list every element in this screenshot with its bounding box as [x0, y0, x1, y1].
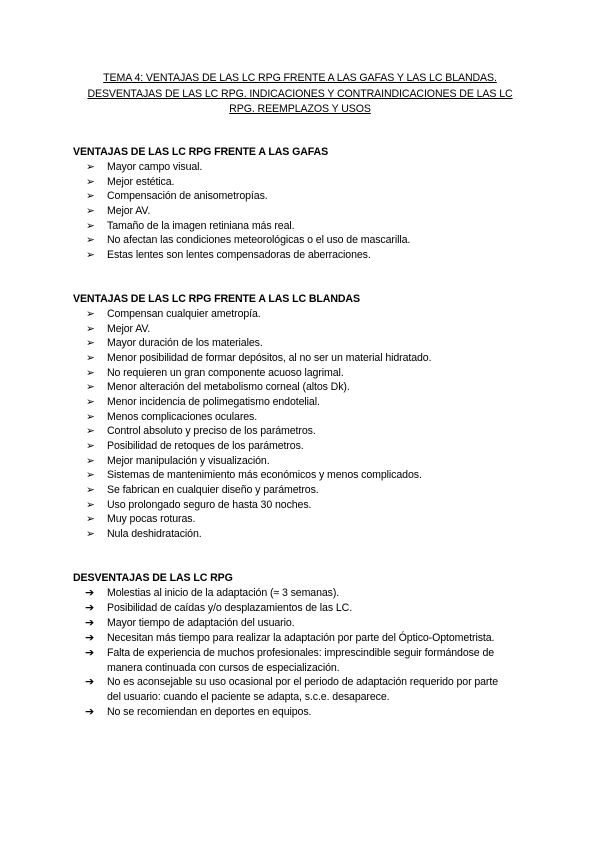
arrowhead-bullet-icon: ➢ [86, 175, 95, 188]
title-line: DESVENTAJAS DE LAS LC RPG. INDICACIONES Y CONTRAINDICACIONES DE LAS LC [87, 87, 513, 100]
list-item-text: Menor alteración del metabolismo corneal (altos Dk). [107, 381, 350, 394]
list-item [73, 424, 543, 439]
list-item [73, 307, 543, 322]
list-item [73, 512, 543, 527]
section-heading: VENTAJAS DE LAS LC RPG FRENTE A LAS LC BLANDAS [73, 293, 360, 305]
list-item-text: Compensación de anisometropías. [107, 190, 268, 203]
arrowhead-bullet-icon: ➢ [86, 234, 95, 247]
list-item [73, 322, 543, 337]
bullet-list [73, 586, 543, 720]
section-disadvantages [73, 571, 543, 720]
list-item-text: No se recomiendan en deportes en equipos. [107, 706, 312, 719]
list-item-text: Molestias al inicio de la adaptación (≈ 3 semanas). [107, 587, 340, 599]
title-line: TEMA 4: VENTAJAS DE LAS LC RPG FRENTE A LAS GAFAS Y LAS LC BLANDAS. [103, 72, 497, 84]
list-item-text: Mejor AV. [107, 204, 151, 217]
list-item-text: No es aconsejable su uso ocasional por el periodo de adaptación requerido por parte [107, 676, 498, 689]
arrow-bullet-icon: ➔ [85, 616, 95, 629]
list-item [73, 454, 543, 469]
list-item [73, 483, 543, 498]
list-item [73, 498, 543, 513]
arrowhead-bullet-icon: ➢ [86, 483, 95, 496]
list-item-text: Compensan cualquier ametropía. [107, 308, 261, 320]
list-item [73, 160, 543, 175]
list-item-text: Menor incidencia de polimegatismo endotelial. [107, 395, 320, 408]
list-item [73, 646, 543, 676]
list-item-text: Muy pocas roturas. [107, 513, 196, 526]
arrowhead-bullet-icon: ➢ [86, 498, 95, 511]
list-item-text: Nula deshidratación. [107, 527, 202, 540]
arrowhead-bullet-icon: ➢ [86, 425, 95, 438]
arrow-bullet-icon: ➔ [85, 646, 95, 659]
list-item [73, 675, 543, 705]
list-item-text: Control absoluto y preciso de los parámetros. [107, 425, 316, 438]
section-heading: DESVENTAJAS DE LAS LC RPG [73, 572, 233, 584]
list-item-text: Mejor AV. [107, 322, 151, 335]
list-item [73, 586, 543, 601]
arrowhead-bullet-icon: ➢ [86, 454, 95, 467]
arrowhead-bullet-icon: ➢ [86, 351, 95, 364]
section-advantages-vs-glasses [73, 145, 543, 263]
list-item [73, 175, 543, 190]
document-title [60, 71, 540, 118]
arrowhead-bullet-icon: ➢ [86, 190, 95, 203]
list-item-text: Mayor duración de los materiales. [107, 337, 263, 350]
arrowhead-bullet-icon: ➢ [86, 322, 95, 335]
list-item-text: Mejor manipulación y visualización. [107, 454, 270, 467]
arrow-bullet-icon: ➔ [85, 587, 95, 599]
arrowhead-bullet-icon: ➢ [86, 248, 95, 261]
title-line: RPG. REEMPLAZOS Y USOS [229, 103, 371, 116]
list-item [73, 219, 543, 234]
list-item [73, 189, 543, 204]
arrowhead-bullet-icon: ➢ [86, 161, 95, 173]
list-item-text: Tamaño de la imagen retiniana más real. [107, 219, 295, 232]
arrow-bullet-icon: ➔ [85, 601, 95, 614]
arrowhead-bullet-icon: ➢ [86, 527, 95, 540]
arrow-bullet-icon: ➔ [85, 706, 95, 719]
list-item-text: No requieren un gran componente acuoso lagrimal. [107, 366, 344, 379]
list-item-text: Se fabrican en cualquier diseño y parámetros. [107, 483, 319, 496]
list-item-text: Posibilidad de retoques de los parámetros. [107, 439, 304, 452]
arrow-bullet-icon: ➔ [85, 676, 95, 689]
list-item [73, 705, 543, 720]
list-item-text: Mayor tiempo de adaptación del usuario. [107, 616, 295, 629]
section-heading: VENTAJAS DE LAS LC RPG FRENTE A LAS GAFAS [73, 146, 329, 158]
arrowhead-bullet-icon: ➢ [86, 219, 95, 232]
arrowhead-bullet-icon: ➢ [86, 204, 95, 217]
list-item [73, 351, 543, 366]
list-item [73, 410, 543, 425]
list-item [73, 395, 543, 410]
list-item [73, 616, 543, 631]
list-item [73, 248, 543, 263]
arrowhead-bullet-icon: ➢ [86, 439, 95, 452]
list-item-text: Falta de experiencia de muchos profesionales: imprescindible seguir formándose de [107, 646, 495, 659]
list-item [73, 439, 543, 454]
arrowhead-bullet-icon: ➢ [86, 308, 95, 320]
list-item-text: manera continuada con cursos de especialización. [107, 661, 340, 674]
list-item [73, 204, 543, 219]
list-item-text: Mejor estética. [107, 175, 175, 188]
list-item [73, 366, 543, 381]
list-item [73, 601, 543, 616]
list-item-text: Mayor campo visual. [107, 161, 203, 173]
bullet-list [73, 307, 543, 542]
list-item [73, 336, 543, 351]
list-item [73, 380, 543, 395]
list-item-text: Uso prolongado seguro de hasta 30 noches. [107, 498, 312, 511]
bullet-list [73, 160, 543, 263]
list-item-text: Menor posibilidad de formar depósitos, al no ser un material hidratado. [107, 351, 432, 364]
arrowhead-bullet-icon: ➢ [86, 513, 95, 526]
list-item [73, 527, 543, 542]
arrowhead-bullet-icon: ➢ [86, 395, 95, 408]
arrowhead-bullet-icon: ➢ [86, 381, 95, 394]
list-item-text: Sistemas de mantenimiento más económicos y menos complicados. [107, 469, 422, 482]
list-item [73, 233, 543, 248]
list-item-text: del usuario: cuando el paciente se adapta, s.c.e. desaparece. [107, 691, 390, 704]
section-advantages-vs-soft-lenses [73, 292, 543, 542]
arrowhead-bullet-icon: ➢ [86, 366, 95, 379]
list-item-text: Necesitan más tiempo para realizar la adaptación por parte del Óptico-Optometrista. [107, 631, 495, 644]
list-item [73, 468, 543, 483]
list-item-text: Estas lentes son lentes compensadoras de aberraciones. [107, 248, 371, 261]
arrowhead-bullet-icon: ➢ [86, 337, 95, 350]
arrowhead-bullet-icon: ➢ [86, 469, 95, 482]
list-item-text: No afectan las condiciones meteorológicas o el uso de mascarilla. [107, 234, 411, 247]
list-item-text: Menos complicaciones oculares. [107, 410, 258, 423]
list-item [73, 631, 543, 646]
list-item-text: Posibilidad de caídas y/o desplazamientos de las LC. [107, 601, 353, 614]
arrowhead-bullet-icon: ➢ [86, 410, 95, 423]
arrow-bullet-icon: ➔ [85, 631, 95, 644]
